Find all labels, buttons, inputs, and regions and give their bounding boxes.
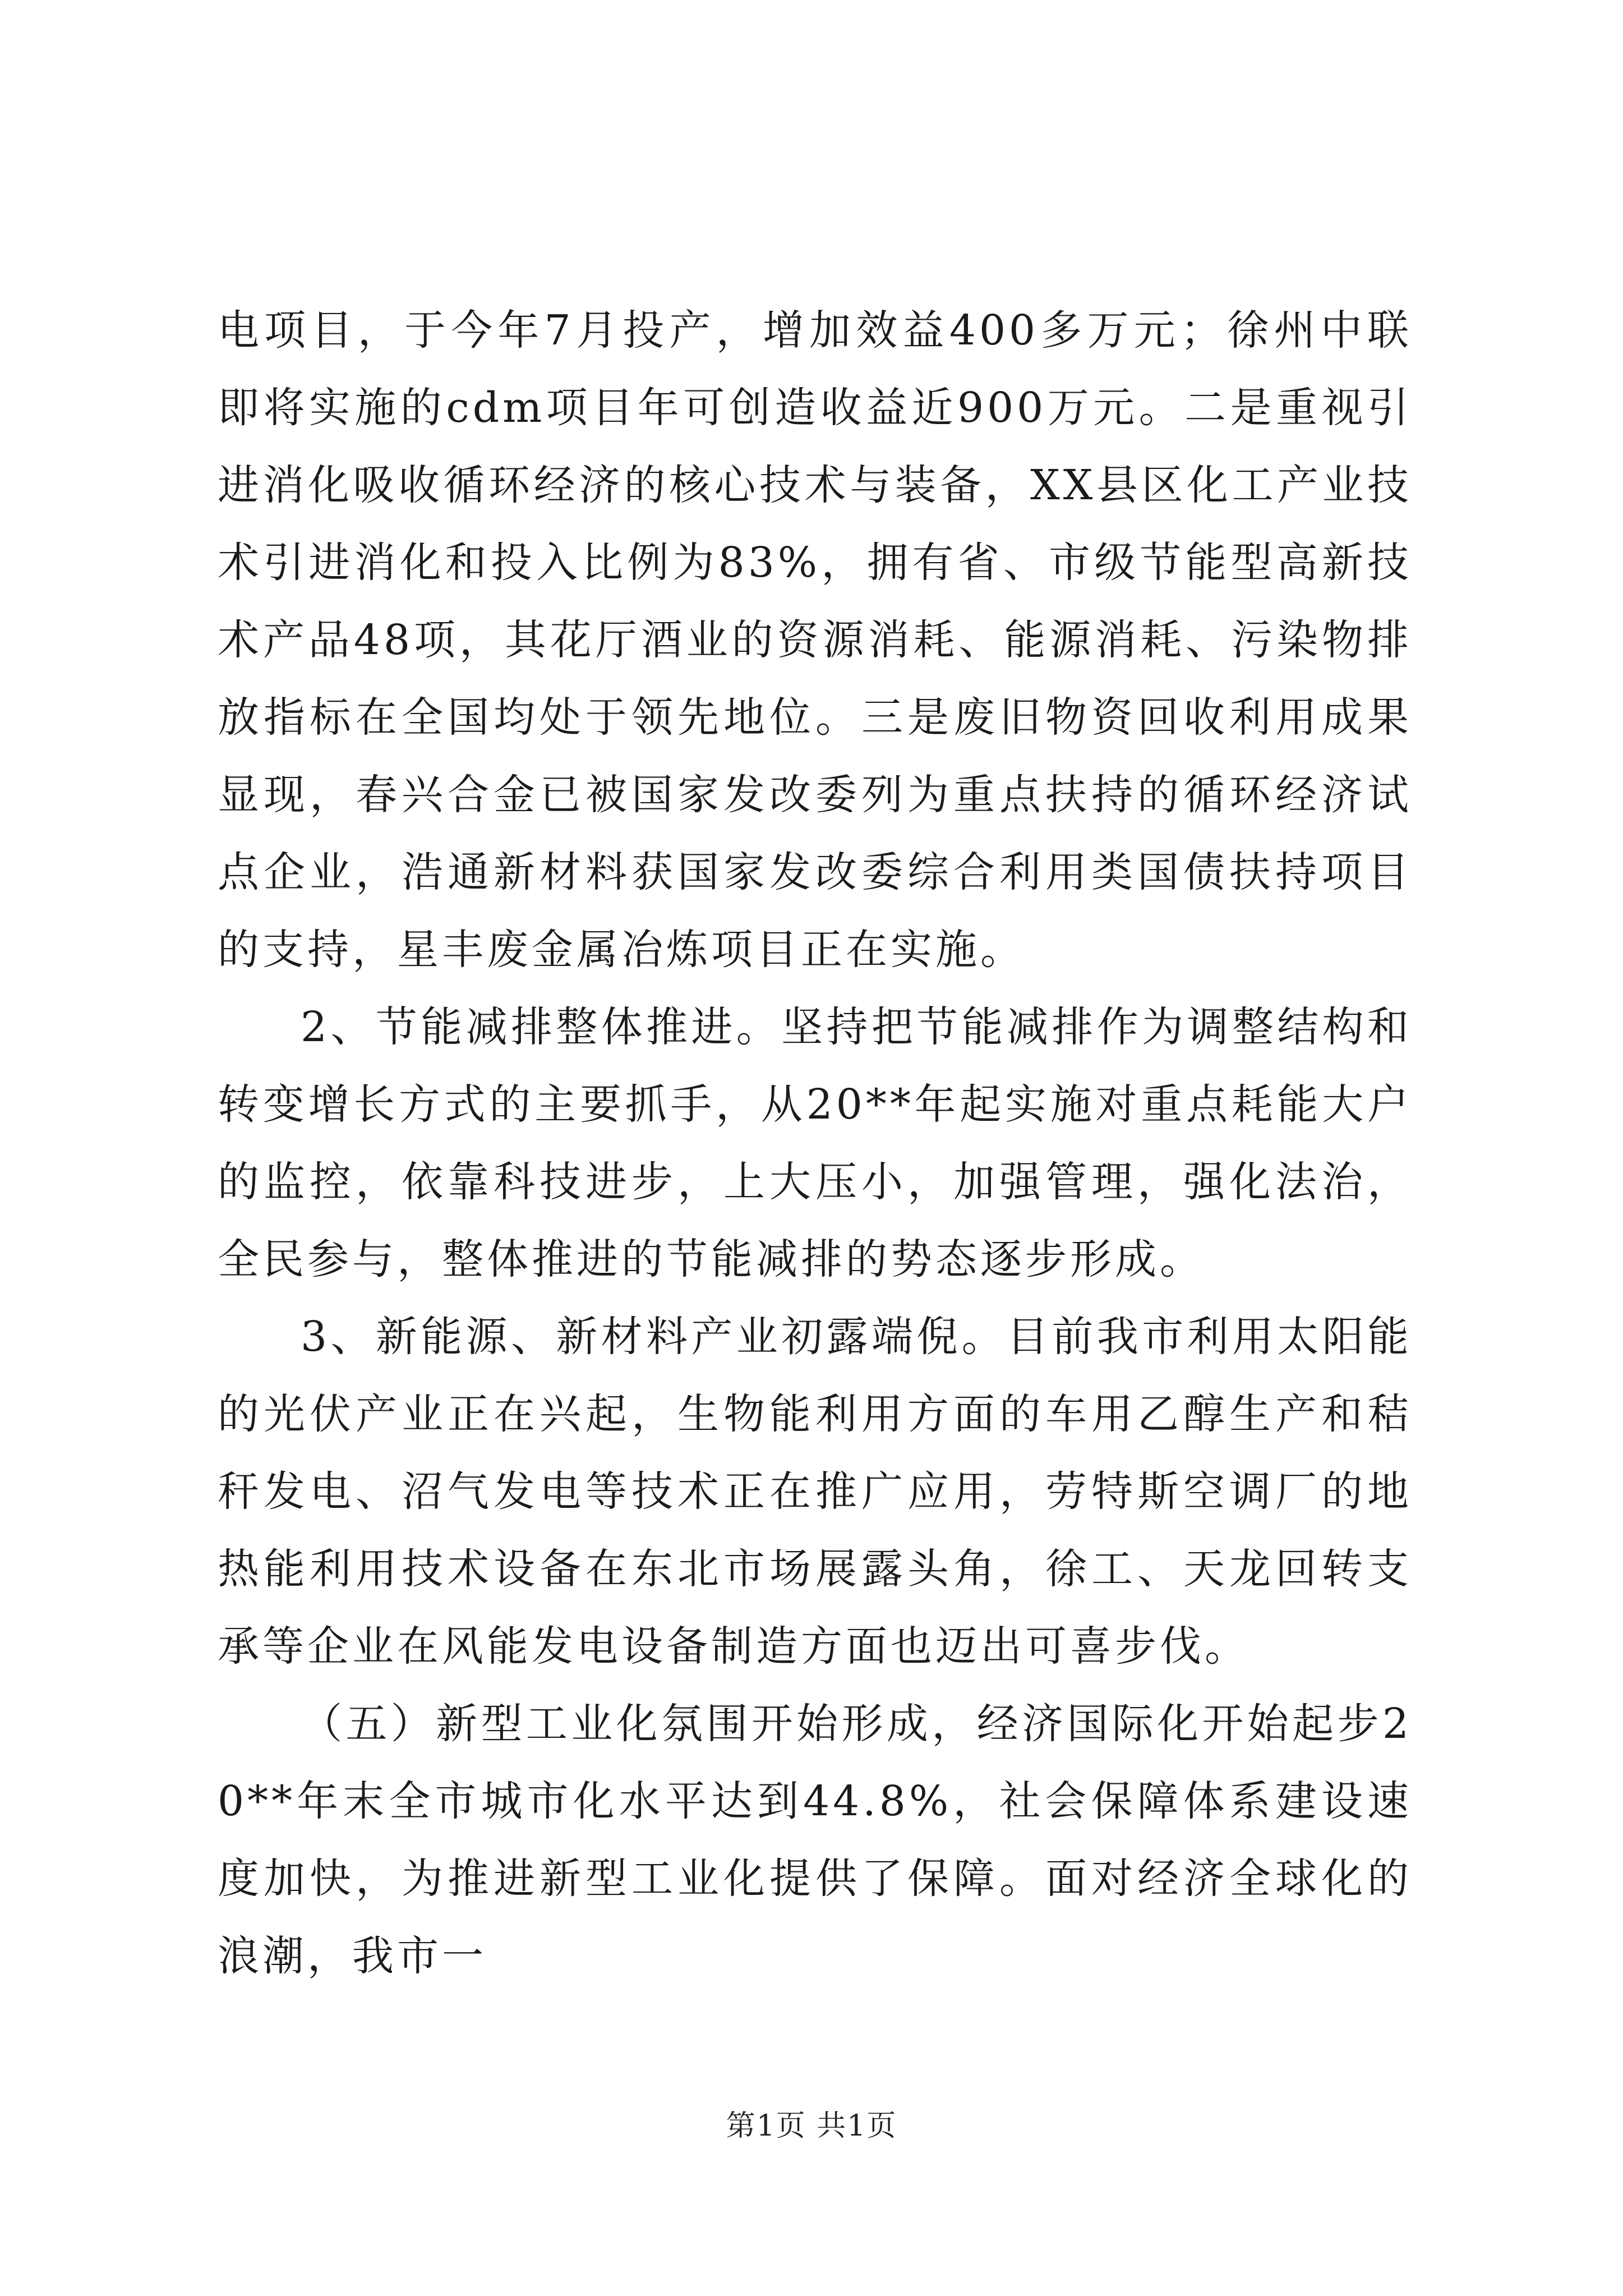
document-body xyxy=(218,292,1412,1995)
paragraph-new-energy: 3、新能源、新材料产业初露端倪。目前我市利用太阳能的光伏产业正在兴起，生物能利用方面的车用乙醇生产和秸秆发电、沼气发电等技术正在推广应用，劳特斯空调厂的地热能利用技术设备在东北市场展露头角，徐工、天龙回转支承等企业在风能发电设备制造方面也迈出可喜步伐。 xyxy=(218,1313,1412,1671)
paragraph-industrialization: （五）新型工业化氛围开始形成，经济国际化开始起步20**年末全市城市化水平达到44.8%，社会保障体系建设速度加快，为推进新型工业化提供了保障。面对经济全球化的浪潮，我市一 xyxy=(218,1700,1412,1980)
paragraph-continuation: 电项目，于今年7月投产，增加效益400多万元；徐州中联即将实施的cdm项目年可创造收益近900万元。二是重视引进消化吸收循环经济的核心技术与装备，XX县区化工产业技术引进消化和投入比例为83%，拥有省、市级节能型高新技术产品48项，其花厅酒业的资源消耗、能源消耗、污染物排放指标在全国均处于领先地位。三是废旧物资回收利用成果显现，春兴合金已被国家发改委列为重点扶持的循环经济试点企业，浩通新材料获国家发改委综合利用类国债扶持项目的支持，星丰废金属冶炼项目正在实施。 xyxy=(218,306,1412,974)
paragraph-energy-saving: 2、节能减排整体推进。坚持把节能减排作为调整结构和转变增长方式的主要抓手，从20**年起实施对重点耗能大户的监控，依靠科技进步，上大压小，加强管理，强化法治，全民参与，整体推进的节能减排的势态逐步形成。 xyxy=(218,1003,1412,1283)
page-footer: 第1页 共1页 xyxy=(726,2109,897,2143)
